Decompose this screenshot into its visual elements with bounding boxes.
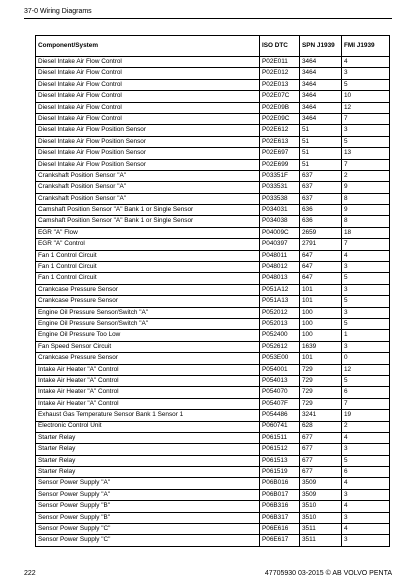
table-row — [36, 170, 390, 181]
table-row — [36, 501, 390, 512]
cell-fmi: 4 — [342, 524, 390, 535]
cell-fmi: 13 — [342, 148, 390, 159]
cell-spn: 2791 — [300, 239, 342, 250]
table-row — [36, 364, 390, 375]
cell-iso-dtc: P033538 — [260, 193, 300, 204]
cell-component: Starter Relay — [36, 467, 260, 478]
header-spn: SPN J1939 — [300, 36, 342, 57]
cell-iso-dtc: P048013 — [260, 273, 300, 284]
cell-fmi: 3 — [342, 489, 390, 500]
cell-component: Engine Oil Pressure Too Low — [36, 330, 260, 341]
cell-iso-dtc: P052612 — [260, 341, 300, 352]
cell-iso-dtc: P061519 — [260, 467, 300, 478]
cell-iso-dtc: P061511 — [260, 432, 300, 443]
cell-fmi: 5 — [342, 136, 390, 147]
table-row — [36, 136, 390, 147]
cell-iso-dtc: P02E09B — [260, 102, 300, 113]
cell-spn: 101 — [300, 296, 342, 307]
table-row — [36, 341, 390, 352]
table-row — [36, 193, 390, 204]
cell-component: Crankcase Pressure Sensor — [36, 296, 260, 307]
cell-spn: 100 — [300, 307, 342, 318]
cell-component: Electronic Control Unit — [36, 421, 260, 432]
table-row — [36, 284, 390, 295]
cell-component: Crankshaft Position Sensor "A" — [36, 193, 260, 204]
cell-component: Camshaft Position Sensor "A" Bank 1 or Single Sensor — [36, 205, 260, 216]
cell-iso-dtc: P054013 — [260, 375, 300, 386]
cell-fmi: 5 — [342, 79, 390, 90]
table-row — [36, 273, 390, 284]
table-row — [36, 113, 390, 124]
table-row — [36, 489, 390, 500]
cell-fmi: 4 — [342, 501, 390, 512]
cell-component: Crankcase Pressure Sensor — [36, 353, 260, 364]
cell-fmi: 4 — [342, 432, 390, 443]
cell-fmi: 12 — [342, 102, 390, 113]
cell-iso-dtc: P048012 — [260, 262, 300, 273]
cell-iso-dtc: P040397 — [260, 239, 300, 250]
cell-iso-dtc: P04009C — [260, 227, 300, 238]
cell-spn: 100 — [300, 318, 342, 329]
table-row — [36, 524, 390, 535]
cell-spn: 3510 — [300, 512, 342, 523]
cell-spn: 729 — [300, 364, 342, 375]
cell-spn: 3241 — [300, 410, 342, 421]
cell-spn: 677 — [300, 444, 342, 455]
table-row — [36, 262, 390, 273]
cell-spn: 637 — [300, 170, 342, 181]
cell-iso-dtc: P06B317 — [260, 512, 300, 523]
cell-spn: 729 — [300, 387, 342, 398]
table-row — [36, 68, 390, 79]
cell-component: Diesel Intake Air Flow Control — [36, 68, 260, 79]
cell-iso-dtc: P052400 — [260, 330, 300, 341]
cell-spn: 51 — [300, 159, 342, 170]
cell-fmi: 5 — [342, 318, 390, 329]
cell-spn: 2659 — [300, 227, 342, 238]
cell-spn: 628 — [300, 421, 342, 432]
cell-fmi: 7 — [342, 398, 390, 409]
cell-component: Fan 1 Control Circuit — [36, 273, 260, 284]
cell-fmi: 7 — [342, 159, 390, 170]
cell-fmi: 3 — [342, 262, 390, 273]
cell-component: Starter Relay — [36, 455, 260, 466]
cell-component: Sensor Power Supply "B" — [36, 501, 260, 512]
cell-spn: 3509 — [300, 489, 342, 500]
cell-iso-dtc: P06B316 — [260, 501, 300, 512]
footer-text: 47705930 03-2015 © AB VOLVO PENTA — [264, 570, 392, 577]
cell-iso-dtc: P02E697 — [260, 148, 300, 159]
cell-component: EGR "A" Flow — [36, 227, 260, 238]
cell-component: Engine Oil Pressure Sensor/Switch "A" — [36, 307, 260, 318]
cell-fmi: 3 — [342, 444, 390, 455]
cell-fmi: 4 — [342, 57, 390, 68]
cell-fmi: 6 — [342, 467, 390, 478]
cell-component: Sensor Power Supply "A" — [36, 489, 260, 500]
cell-component: Sensor Power Supply "B" — [36, 512, 260, 523]
cell-fmi: 3 — [342, 68, 390, 79]
cell-iso-dtc: P054001 — [260, 364, 300, 375]
cell-spn: 51 — [300, 136, 342, 147]
cell-iso-dtc: P06B017 — [260, 489, 300, 500]
cell-fmi: 8 — [342, 193, 390, 204]
cell-spn: 3510 — [300, 501, 342, 512]
cell-component: Fan 1 Control Circuit — [36, 262, 260, 273]
cell-spn: 1639 — [300, 341, 342, 352]
cell-fmi: 7 — [342, 239, 390, 250]
cell-iso-dtc: P052013 — [260, 318, 300, 329]
table-row — [36, 102, 390, 113]
table-row — [36, 353, 390, 364]
cell-spn: 3464 — [300, 113, 342, 124]
cell-spn: 3464 — [300, 79, 342, 90]
cell-component: Fan Speed Sensor Circuit — [36, 341, 260, 352]
cell-iso-dtc: P03351F — [260, 170, 300, 181]
cell-component: Intake Air Heater "A" Control — [36, 364, 260, 375]
cell-fmi: 9 — [342, 205, 390, 216]
cell-iso-dtc: P02E07C — [260, 91, 300, 102]
cell-fmi: 5 — [342, 375, 390, 386]
cell-fmi: 3 — [342, 512, 390, 523]
cell-component: EGR "A" Control — [36, 239, 260, 250]
cell-fmi: 9 — [342, 182, 390, 193]
table-row — [36, 410, 390, 421]
cell-fmi: 3 — [342, 284, 390, 295]
cell-iso-dtc: P034038 — [260, 216, 300, 227]
cell-spn: 636 — [300, 216, 342, 227]
cell-fmi: 3 — [342, 125, 390, 136]
cell-iso-dtc: P02E612 — [260, 125, 300, 136]
cell-spn: 647 — [300, 250, 342, 261]
cell-fmi: 3 — [342, 307, 390, 318]
cell-iso-dtc: P02E09C — [260, 113, 300, 124]
cell-iso-dtc: P06E617 — [260, 535, 300, 546]
table-row — [36, 239, 390, 250]
table-row — [36, 375, 390, 386]
table-row — [36, 125, 390, 136]
cell-iso-dtc: P02E011 — [260, 57, 300, 68]
cell-component: Diesel Intake Air Flow Control — [36, 113, 260, 124]
cell-component: Diesel Intake Air Flow Control — [36, 79, 260, 90]
cell-component: Diesel Intake Air Flow Position Sensor — [36, 148, 260, 159]
cell-fmi: 0 — [342, 353, 390, 364]
cell-component: Crankshaft Position Sensor "A" — [36, 170, 260, 181]
table-row — [36, 91, 390, 102]
cell-spn: 677 — [300, 467, 342, 478]
table-body — [36, 57, 390, 547]
header-fmi: FMI J1939 — [342, 36, 390, 57]
cell-fmi: 5 — [342, 273, 390, 284]
cell-iso-dtc: P02E613 — [260, 136, 300, 147]
table-row — [36, 421, 390, 432]
cell-component: Sensor Power Supply "C" — [36, 535, 260, 546]
cell-fmi: 4 — [342, 478, 390, 489]
cell-iso-dtc: P06B016 — [260, 478, 300, 489]
cell-fmi: 18 — [342, 227, 390, 238]
cell-spn: 3464 — [300, 91, 342, 102]
cell-component: Diesel Intake Air Flow Position Sensor — [36, 136, 260, 147]
cell-spn: 647 — [300, 273, 342, 284]
table-row — [36, 467, 390, 478]
cell-component: Diesel Intake Air Flow Control — [36, 102, 260, 113]
cell-fmi: 12 — [342, 364, 390, 375]
cell-component: Crankshaft Position Sensor "A" — [36, 182, 260, 193]
cell-component: Diesel Intake Air Flow Control — [36, 91, 260, 102]
cell-component: Diesel Intake Air Flow Control — [36, 57, 260, 68]
cell-spn: 3509 — [300, 478, 342, 489]
cell-component: Diesel Intake Air Flow Position Sensor — [36, 159, 260, 170]
table-row — [36, 455, 390, 466]
cell-fmi: 19 — [342, 410, 390, 421]
cell-iso-dtc: P02E013 — [260, 79, 300, 90]
cell-component: Starter Relay — [36, 432, 260, 443]
table-row — [36, 432, 390, 443]
cell-fmi: 1 — [342, 330, 390, 341]
cell-iso-dtc: P02E012 — [260, 68, 300, 79]
table-row — [36, 387, 390, 398]
cell-component: Crankcase Pressure Sensor — [36, 284, 260, 295]
cell-spn: 729 — [300, 398, 342, 409]
cell-iso-dtc: P052012 — [260, 307, 300, 318]
cell-spn: 101 — [300, 353, 342, 364]
section-header: 37-0 Wiring Diagrams — [24, 8, 92, 15]
cell-spn: 729 — [300, 375, 342, 386]
cell-iso-dtc: P06E616 — [260, 524, 300, 535]
cell-component: Engine Oil Pressure Sensor/Switch "A" — [36, 318, 260, 329]
table-row — [36, 398, 390, 409]
cell-component: Camshaft Position Sensor "A" Bank 1 or Single Sensor — [36, 216, 260, 227]
cell-iso-dtc: P054070 — [260, 387, 300, 398]
cell-spn: 3464 — [300, 68, 342, 79]
cell-component: Intake Air Heater "A" Control — [36, 375, 260, 386]
cell-iso-dtc: P033531 — [260, 182, 300, 193]
table-row — [36, 307, 390, 318]
cell-component: Sensor Power Supply "C" — [36, 524, 260, 535]
cell-spn: 3464 — [300, 102, 342, 113]
header-divider — [24, 18, 392, 19]
dtc-table — [35, 35, 390, 547]
cell-fmi: 4 — [342, 250, 390, 261]
table-row — [36, 478, 390, 489]
cell-spn: 637 — [300, 193, 342, 204]
cell-fmi: 7 — [342, 113, 390, 124]
cell-iso-dtc: P060741 — [260, 421, 300, 432]
cell-fmi: 3 — [342, 535, 390, 546]
cell-spn: 677 — [300, 432, 342, 443]
table-row — [36, 57, 390, 68]
cell-spn: 3464 — [300, 57, 342, 68]
cell-component: Intake Air Heater "A" Control — [36, 398, 260, 409]
table-row — [36, 182, 390, 193]
cell-iso-dtc: P053E00 — [260, 353, 300, 364]
cell-fmi: 2 — [342, 421, 390, 432]
cell-spn: 51 — [300, 125, 342, 136]
cell-iso-dtc: P02E699 — [260, 159, 300, 170]
header-iso-dtc: ISO DTC — [260, 36, 300, 57]
cell-iso-dtc: P054486 — [260, 410, 300, 421]
table-row — [36, 227, 390, 238]
cell-spn: 636 — [300, 205, 342, 216]
cell-fmi: 5 — [342, 455, 390, 466]
cell-fmi: 3 — [342, 341, 390, 352]
cell-component: Intake Air Heater "A" Control — [36, 387, 260, 398]
cell-iso-dtc: P061512 — [260, 444, 300, 455]
cell-iso-dtc: P048011 — [260, 250, 300, 261]
cell-iso-dtc: P05407F — [260, 398, 300, 409]
table-header-row — [36, 36, 390, 57]
cell-fmi: 10 — [342, 91, 390, 102]
header-component: Component/System — [36, 36, 260, 57]
table-row — [36, 535, 390, 546]
cell-iso-dtc: P034031 — [260, 205, 300, 216]
table-row — [36, 250, 390, 261]
cell-spn: 637 — [300, 182, 342, 193]
cell-spn: 3511 — [300, 524, 342, 535]
cell-spn: 647 — [300, 262, 342, 273]
table-row — [36, 444, 390, 455]
table-row — [36, 79, 390, 90]
cell-spn: 3511 — [300, 535, 342, 546]
table-row — [36, 148, 390, 159]
table-row — [36, 330, 390, 341]
table-row — [36, 512, 390, 523]
cell-spn: 677 — [300, 455, 342, 466]
table-row — [36, 296, 390, 307]
table-row — [36, 205, 390, 216]
cell-fmi: 6 — [342, 387, 390, 398]
cell-iso-dtc: P061513 — [260, 455, 300, 466]
cell-fmi: 5 — [342, 296, 390, 307]
cell-component: Fan 1 Control Circuit — [36, 250, 260, 261]
cell-spn: 101 — [300, 284, 342, 295]
table-row — [36, 216, 390, 227]
cell-component: Exhaust Gas Temperature Sensor Bank 1 Sensor 1 — [36, 410, 260, 421]
table-row — [36, 159, 390, 170]
cell-spn: 51 — [300, 148, 342, 159]
cell-spn: 100 — [300, 330, 342, 341]
cell-fmi: 8 — [342, 216, 390, 227]
cell-component: Starter Relay — [36, 444, 260, 455]
cell-iso-dtc: P051A12 — [260, 284, 300, 295]
page-number: 222 — [24, 570, 36, 577]
cell-component: Diesel Intake Air Flow Position Sensor — [36, 125, 260, 136]
cell-iso-dtc: P051A13 — [260, 296, 300, 307]
cell-fmi: 2 — [342, 170, 390, 181]
table-row — [36, 318, 390, 329]
cell-component: Sensor Power Supply "A" — [36, 478, 260, 489]
